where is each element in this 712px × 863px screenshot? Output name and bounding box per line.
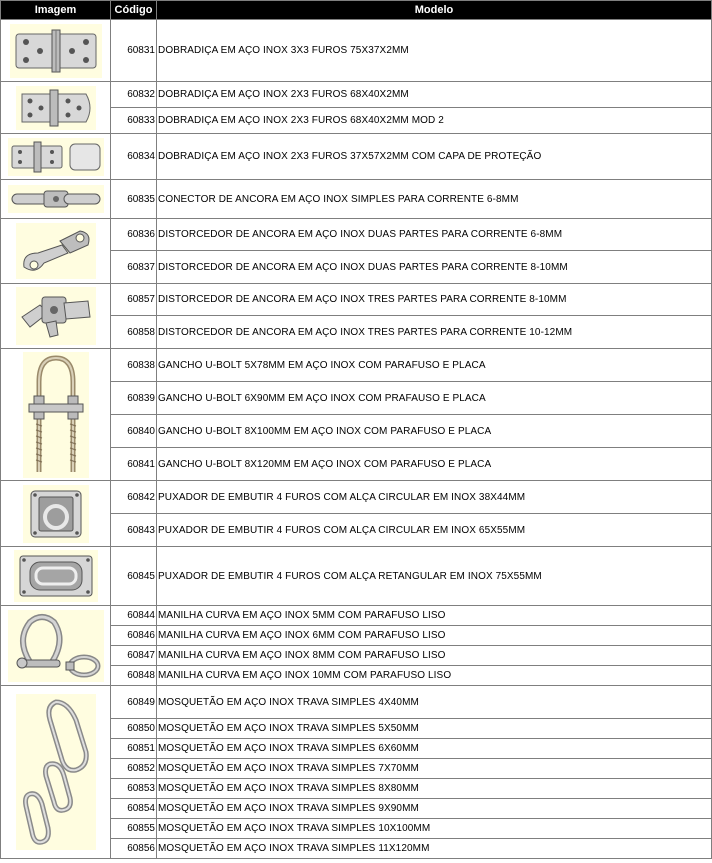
- table-row: [1, 481, 712, 514]
- product-model: DOBRADIÇA EM AÇO INOX 2X3 FUROS 68X40X2MM: [157, 82, 712, 108]
- table-row: [1, 219, 712, 251]
- table-row: [1, 349, 712, 382]
- product-model: GANCHO U-BOLT 5X78MM EM AÇO INOX COM PARAFUSO E PLACA: [157, 349, 712, 382]
- product-code: 60849: [111, 686, 157, 719]
- product-code: 60838: [111, 349, 157, 382]
- product-model: MANILHA CURVA EM AÇO INOX 5MM COM PARAFUSO LISO: [157, 606, 712, 626]
- product-model: DISTORCEDOR DE ANCORA EM AÇO INOX TRES PARTES PARA CORRENTE 8-10MM: [157, 284, 712, 316]
- table-row: [1, 180, 712, 219]
- product-code: 60836: [111, 219, 157, 251]
- product-model: GANCHO U-BOLT 6X90MM EM AÇO INOX COM PRAFAUSO E PLACA: [157, 382, 712, 415]
- product-code: 60853: [111, 779, 157, 799]
- product-model: GANCHO U-BOLT 8X120MM EM AÇO INOX COM PARAFUSO E PLACA: [157, 448, 712, 481]
- product-model: CONECTOR DE ANCORA EM AÇO INOX SIMPLES PARA CORRENTE 6-8MM: [157, 180, 712, 219]
- product-model: DISTORCEDOR DE ANCORA EM AÇO INOX TRES PARTES PARA CORRENTE 10-12MM: [157, 316, 712, 349]
- product-image-cell: [1, 82, 111, 134]
- product-code: 60834: [111, 134, 157, 180]
- product-image-cell: [1, 284, 111, 349]
- product-code: 60846: [111, 626, 157, 646]
- product-image-cell: [1, 349, 111, 481]
- product-model: PUXADOR DE EMBUTIR 4 FUROS COM ALÇA CIRCULAR EM INOX 65X55MM: [157, 514, 712, 547]
- product-code: 60843: [111, 514, 157, 547]
- product-image-cell: [1, 219, 111, 284]
- product-code: 60841: [111, 448, 157, 481]
- product-model: GANCHO U-BOLT 8X100MM EM AÇO INOX COM PARAFUSO E PLACA: [157, 415, 712, 448]
- product-model: MOSQUETÃO EM AÇO INOX TRAVA SIMPLES 5X50MM: [157, 719, 712, 739]
- product-image-cell: [1, 547, 111, 606]
- product-image-cell: [1, 686, 111, 859]
- header-image: Imagem: [1, 1, 111, 20]
- u-bolt-icon: [23, 352, 89, 478]
- product-model: DISTORCEDOR DE ANCORA EM AÇO INOX DUAS PARTES PARA CORRENTE 6-8MM: [157, 219, 712, 251]
- product-code: 60845: [111, 547, 157, 606]
- table-row: [1, 20, 712, 82]
- table-row: [1, 284, 712, 316]
- product-code: 60833: [111, 108, 157, 134]
- product-image-cell: [1, 180, 111, 219]
- product-code: 60831: [111, 20, 157, 82]
- product-model: DISTORCEDOR DE ANCORA EM AÇO INOX DUAS PARTES PARA CORRENTE 8-10MM: [157, 251, 712, 284]
- product-code: 60857: [111, 284, 157, 316]
- product-image-cell: [1, 20, 111, 82]
- product-model: DOBRADIÇA EM AÇO INOX 3X3 FUROS 75X37X2MM: [157, 20, 712, 82]
- flush-rectangular-pull-icon: [14, 550, 98, 602]
- hinge-2-holes-icon: [16, 86, 96, 130]
- product-model: MOSQUETÃO EM AÇO INOX TRAVA SIMPLES 7X70MM: [157, 759, 712, 779]
- hinge-3-holes-icon: [10, 24, 102, 78]
- product-code: 60842: [111, 481, 157, 514]
- table-row: [1, 134, 712, 180]
- product-image-cell: [1, 481, 111, 547]
- product-model: MOSQUETÃO EM AÇO INOX TRAVA SIMPLES 11X120MM: [157, 839, 712, 859]
- product-model: MANILHA CURVA EM AÇO INOX 6MM COM PARAFUSO LISO: [157, 626, 712, 646]
- anchor-swivel-three-part-icon: [16, 287, 96, 345]
- product-code: 60851: [111, 739, 157, 759]
- product-model: MANILHA CURVA EM AÇO INOX 8MM COM PARAFUSO LISO: [157, 646, 712, 666]
- product-code: 60844: [111, 606, 157, 626]
- header-code: Código: [111, 1, 157, 20]
- product-code: 60837: [111, 251, 157, 284]
- product-model: MOSQUETÃO EM AÇO INOX TRAVA SIMPLES 9X90MM: [157, 799, 712, 819]
- product-model: MOSQUETÃO EM AÇO INOX TRAVA SIMPLES 10X100MM: [157, 819, 712, 839]
- product-model: MANILHA CURVA EM AÇO INOX 10MM COM PARAFUSO LISO: [157, 666, 712, 686]
- anchor-swivel-icon: [16, 223, 96, 279]
- product-model: DOBRADIÇA EM AÇO INOX 2X3 FUROS 68X40X2MM MOD 2: [157, 108, 712, 134]
- table-row: [1, 82, 712, 108]
- product-code: 60832: [111, 82, 157, 108]
- product-code: 60847: [111, 646, 157, 666]
- table-row: [1, 686, 712, 719]
- product-code: 60854: [111, 799, 157, 819]
- product-code: 60855: [111, 819, 157, 839]
- product-code: 60839: [111, 382, 157, 415]
- product-model: MOSQUETÃO EM AÇO INOX TRAVA SIMPLES 4X40MM: [157, 686, 712, 719]
- product-code: 60848: [111, 666, 157, 686]
- product-model: PUXADOR DE EMBUTIR 4 FUROS COM ALÇA RETANGULAR EM INOX 75X55MM: [157, 547, 712, 606]
- table-header-row: [1, 1, 712, 20]
- bow-shackle-icon: [8, 610, 104, 682]
- product-model: MOSQUETÃO EM AÇO INOX TRAVA SIMPLES 6X60MM: [157, 739, 712, 759]
- product-code: 60858: [111, 316, 157, 349]
- table-row: [1, 547, 712, 606]
- table-row: [1, 606, 712, 626]
- product-code: 60852: [111, 759, 157, 779]
- product-code: 60835: [111, 180, 157, 219]
- product-code: 60850: [111, 719, 157, 739]
- flush-ring-pull-icon: [23, 485, 89, 543]
- hinge-with-cap-icon: [8, 138, 104, 176]
- product-code: 60856: [111, 839, 157, 859]
- product-model: MOSQUETÃO EM AÇO INOX TRAVA SIMPLES 8X80MM: [157, 779, 712, 799]
- header-model: Modelo: [157, 1, 712, 20]
- product-image-cell: [1, 606, 111, 686]
- snap-hook-icon: [16, 694, 96, 850]
- product-model: DOBRADIÇA EM AÇO INOX 2X3 FUROS 37X57X2MM COM CAPA DE PROTEÇÃO: [157, 134, 712, 180]
- anchor-connector-icon: [8, 185, 104, 213]
- product-code: 60840: [111, 415, 157, 448]
- product-model: PUXADOR DE EMBUTIR 4 FUROS COM ALÇA CIRCULAR EM INOX 38X44MM: [157, 481, 712, 514]
- product-image-cell: [1, 134, 111, 180]
